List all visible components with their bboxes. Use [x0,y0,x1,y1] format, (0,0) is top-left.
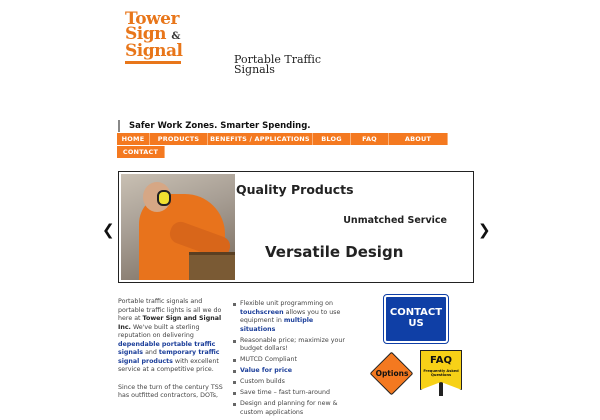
nav-home[interactable]: HOME [117,133,150,145]
slide-heading: Quality Products [236,182,354,197]
contact-label-2: US [408,318,424,329]
intro-text [118,298,230,410]
feature-item [232,367,347,376]
contact-us-button[interactable] [384,295,448,343]
logo-underline [125,61,181,64]
intro-text-a: Portable traffic signals and portable traffic lights is all we do here at [118,298,222,322]
slider-next-arrow-icon[interactable]: ❯ [478,221,491,239]
nav-products[interactable]: PRODUCTS [150,133,208,145]
slide-highlight: Versatile Design [265,243,404,261]
intro-text-c: and [143,349,159,356]
ear-protection-icon [157,190,171,206]
company-name: Tower Sign and Signal Inc. [118,315,222,331]
nav-row-2 [117,146,448,158]
feature-item: Custom builds [232,378,347,387]
nav-blog[interactable]: BLOG [313,133,351,145]
feature-text: Flexible unit programming on [240,300,334,307]
slider-prev-arrow-icon[interactable]: ❮ [102,221,115,239]
main-navigation [117,133,448,158]
slide-subheading: Unmatched Service [343,215,447,226]
logo-line-3: Signal [125,41,183,61]
logo-line-1: Tower [125,9,179,29]
intro-text-b: We've built a sterling reputation on delivering [118,323,200,339]
feature-item: Design and planning for new & custom applications [232,400,347,417]
link-touchscreen[interactable]: touchscreen [240,308,284,316]
link-value-for-price[interactable]: Value for price [240,367,293,374]
feature-text: allows you to use equipment in [240,308,341,324]
intro-paragraph-2: Since the turn of the century TSS has outfitted contractors, DOTs, [118,383,223,399]
intro-text-d: with excellent service at a competitive price. [118,357,219,373]
faq-label: FAQ [430,355,452,366]
feature-item: Save time – fast turn-around [232,389,347,398]
feature-item: Reasonable price; maximize your budget dollars! [232,337,347,354]
feature-list [232,300,347,420]
site-title[interactable]: Portable Traffic Signals [234,53,322,76]
nav-about[interactable]: ABOUT [389,133,448,145]
faq-sublabel: Frequently Asked Questions [423,369,459,377]
options-sign-button[interactable] [370,352,414,396]
link-multiple-situations[interactable]: multiple situations [240,317,314,333]
logo-ampersand: & [171,31,180,42]
link-dependable-signals[interactable]: dependable portable traffic signals [118,340,216,356]
feature-item [232,300,347,334]
nav-row-1 [117,133,448,145]
faq-sign-button[interactable] [420,350,462,396]
link-temporary-signals[interactable]: temporary traffic signal products [118,349,220,365]
intro-paragraph-1 [118,298,230,375]
options-label: Options [375,369,409,378]
hero-slider [118,171,474,283]
nav-benefits-applications[interactable]: BENEFITS / APPLICATIONS [208,133,313,145]
contact-label-1: CONTACT [389,307,443,318]
nav-contact[interactable]: CONTACT [117,146,165,158]
equipment-box-shape [189,252,235,280]
logo-word-sign: Sign [125,24,166,44]
feature-item: MUTCD Compliant [232,356,347,365]
site-logo[interactable] [125,9,183,64]
tagline: Safer Work Zones. Smarter Spending. [118,120,448,132]
nav-faq[interactable]: FAQ [351,133,389,145]
worker-photo [121,174,235,280]
